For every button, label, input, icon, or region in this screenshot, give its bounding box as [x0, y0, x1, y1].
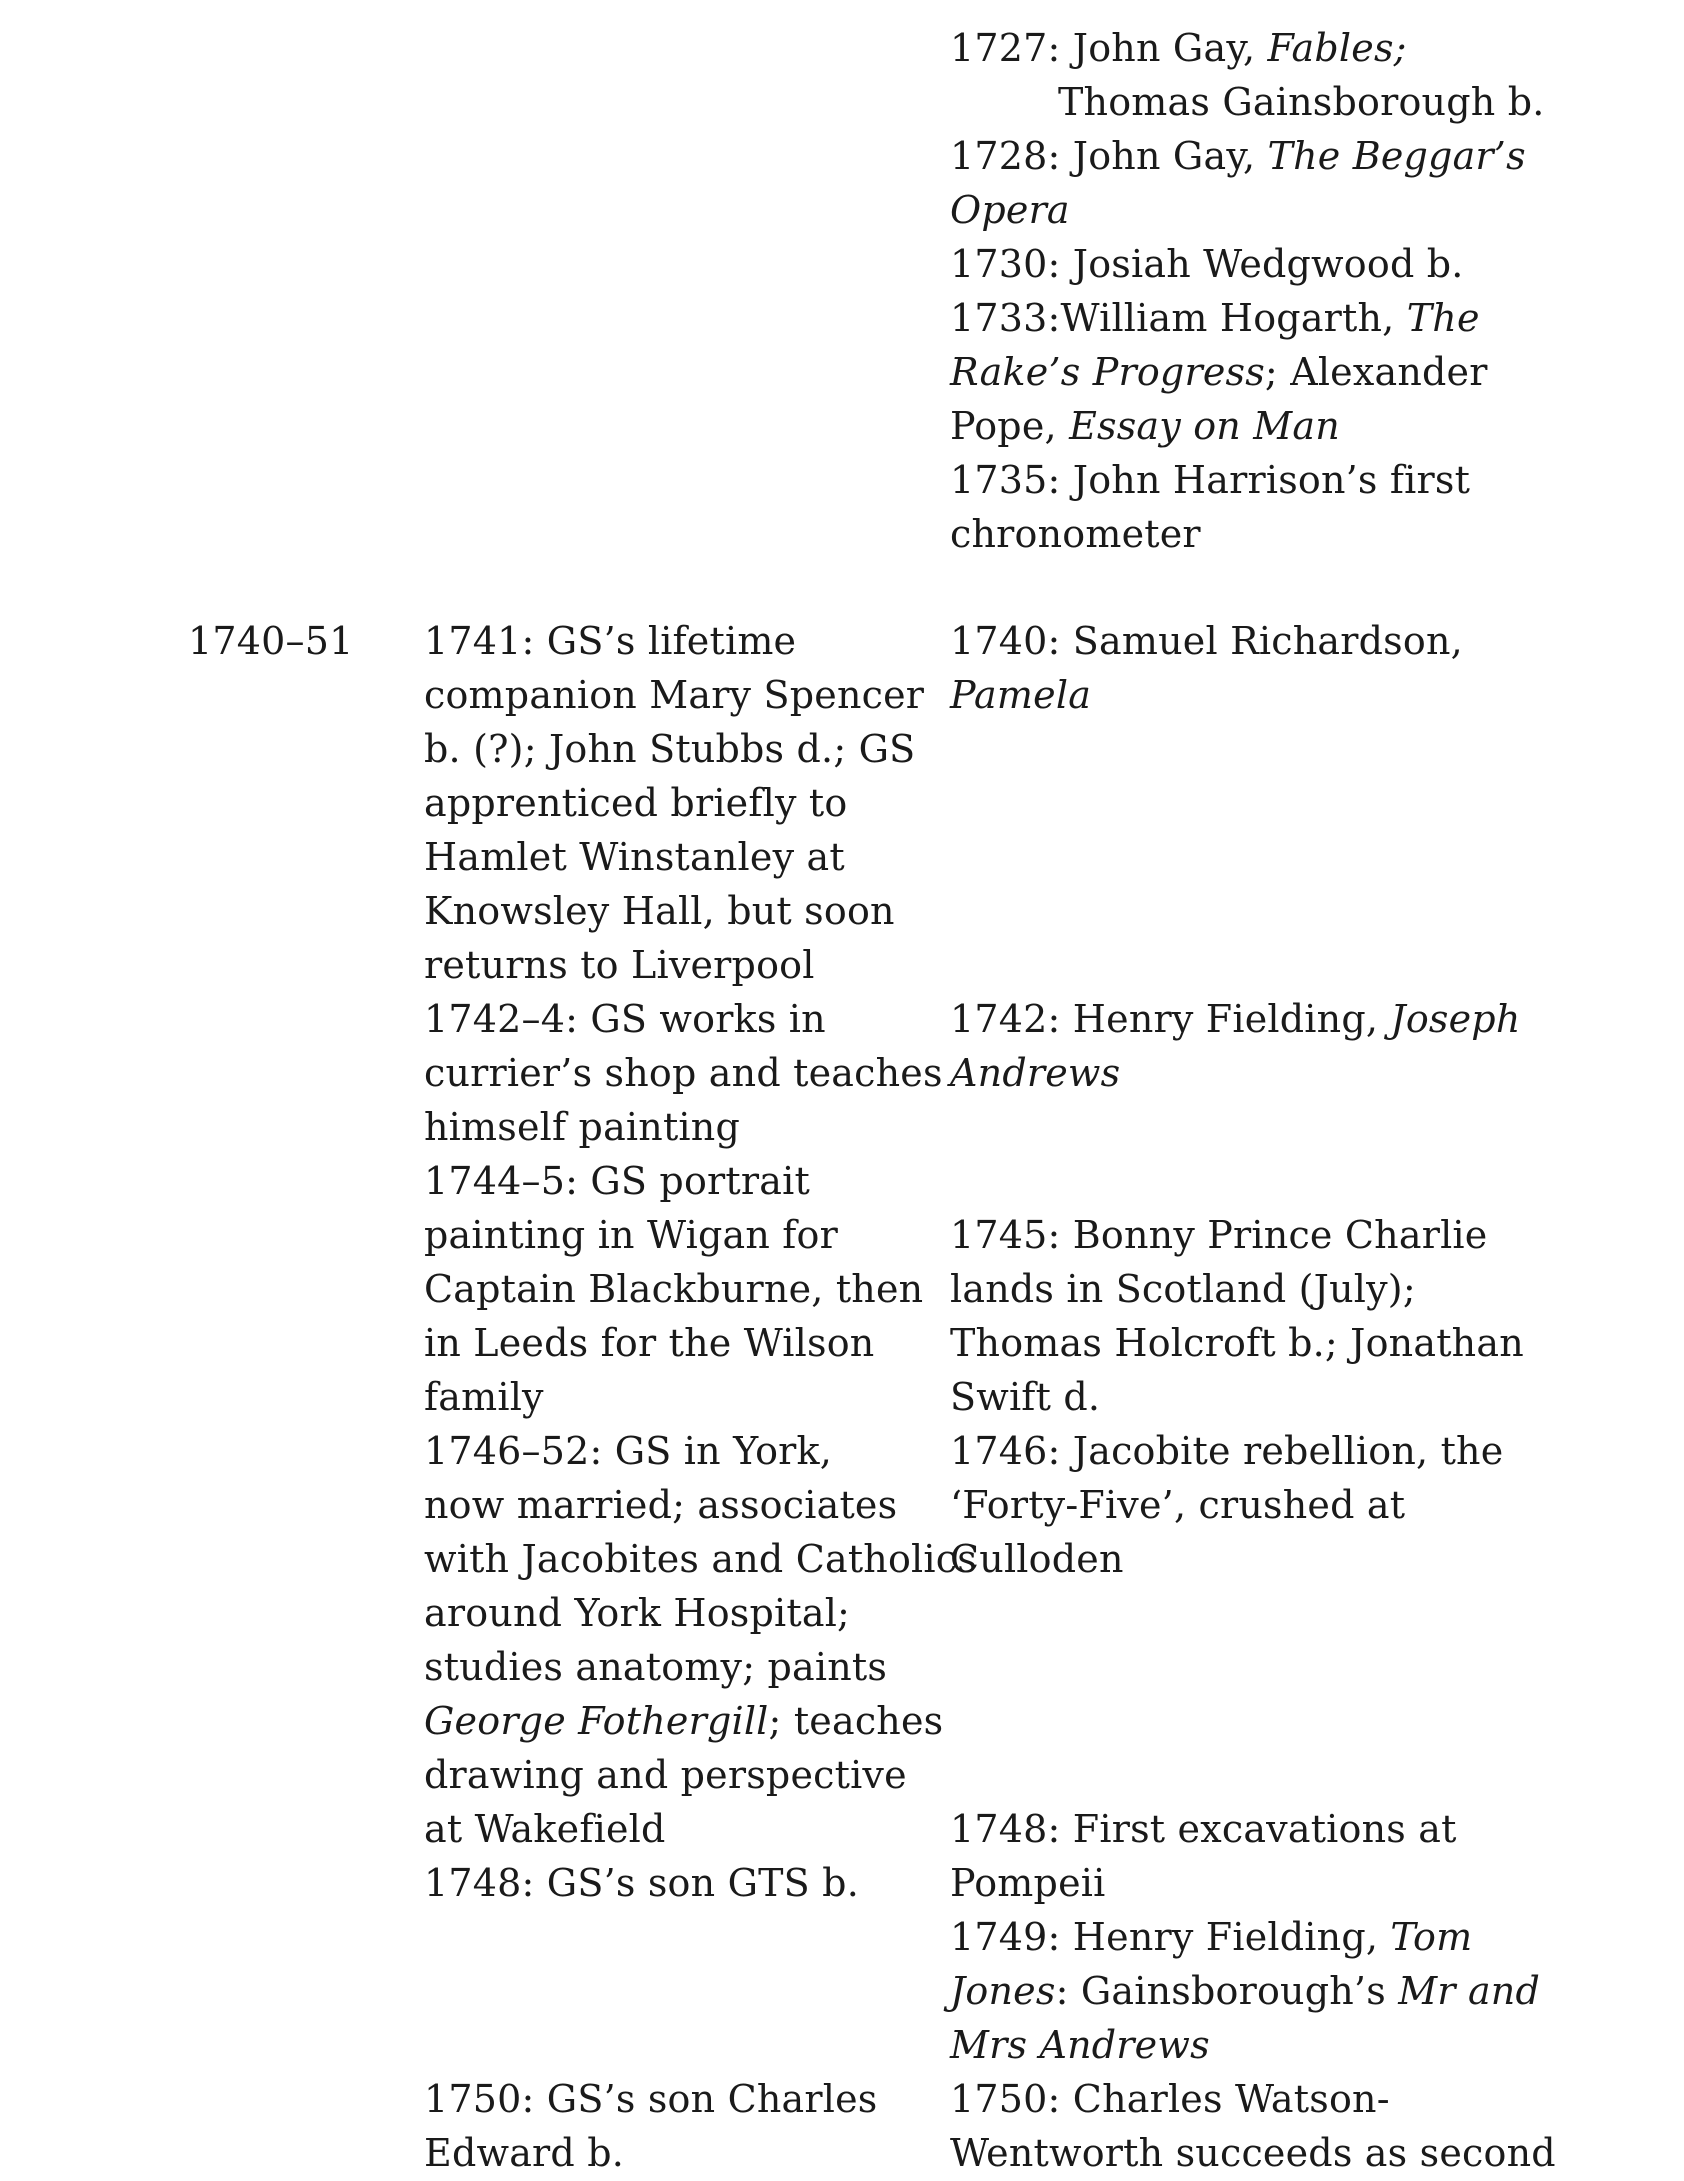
- text: 1742: Henry Fielding,: [950, 997, 1391, 1041]
- text: ; Alexander: [1264, 350, 1488, 394]
- world-line: [950, 1964, 1540, 2018]
- work-title: Essay on Man: [1069, 404, 1340, 448]
- life-line: companion Mary Spencer: [424, 673, 925, 717]
- work-title: Opera: [950, 188, 1070, 232]
- work-title: The Beggar’s: [1267, 134, 1526, 178]
- world-entry-1730: 1730: Josiah Wedgwood b.: [950, 242, 1464, 286]
- work-title: The: [1406, 296, 1480, 340]
- life-line: in Leeds for the Wilson: [424, 1321, 875, 1365]
- work-title: Mr and: [1398, 1969, 1540, 2013]
- world-line: 1750: Charles Watson-: [950, 2077, 1390, 2121]
- life-line: currier’s shop and teaches: [424, 1051, 943, 1095]
- world-entry-1733-cont: [950, 345, 1488, 399]
- world-entry-1727-cont: Thomas Gainsborough b.: [1058, 80, 1545, 124]
- life-line: himself painting: [424, 1105, 740, 1149]
- life-line: 1750: GS’s son Charles: [424, 2077, 878, 2121]
- life-line: painting in Wigan for: [424, 1213, 838, 1257]
- world-line: Swift d.: [950, 1375, 1101, 1419]
- life-line: Edward b.: [424, 2131, 625, 2175]
- life-line: 1744–5: GS portrait: [424, 1159, 810, 1203]
- world-line: ‘Forty-Five’, crushed at: [950, 1483, 1406, 1527]
- world-line: [950, 2018, 1210, 2072]
- world-line: Pompeii: [950, 1861, 1106, 1905]
- life-line: studies anatomy; paints: [424, 1645, 888, 1689]
- work-title: Tom: [1390, 1915, 1473, 1959]
- world-entry-1728-cont: [950, 183, 1070, 237]
- world-line: 1748: First excavations at: [950, 1807, 1457, 1851]
- life-line: b. (?); John Stubbs d.; GS: [424, 727, 916, 771]
- life-line: with Jacobites and Catholics: [424, 1537, 977, 1581]
- text: : Gainsborough’s: [1055, 1969, 1399, 2013]
- life-line: 1746–52: GS in York,: [424, 1429, 833, 1473]
- world-line: Thomas Holcroft b.; Jonathan: [950, 1321, 1524, 1365]
- life-line: 1741: GS’s lifetime: [424, 619, 797, 663]
- work-title: Rake’s Progress: [950, 350, 1265, 394]
- life-line: 1748: GS’s son GTS b.: [424, 1861, 859, 1905]
- life-line: apprenticed briefly to: [424, 781, 848, 825]
- work-title: Fables;: [1267, 26, 1407, 70]
- world-line: [950, 1910, 1472, 1964]
- world-line: 1740: Samuel Richardson,: [950, 619, 1463, 663]
- text: 1728: John Gay,: [950, 134, 1268, 178]
- life-line: at Wakefield: [424, 1807, 666, 1851]
- life-line: now married; associates: [424, 1483, 898, 1527]
- work-title: Jones: [950, 1969, 1056, 2013]
- world-entry-1733: [950, 291, 1480, 345]
- work-title: Joseph: [1390, 997, 1521, 1041]
- world-entry-1733-cont2: [950, 399, 1340, 453]
- world-line: 1746: Jacobite rebellion, the: [950, 1429, 1504, 1473]
- text: ; teaches: [768, 1699, 944, 1743]
- world-entry-1735-cont: chronometer: [950, 512, 1201, 556]
- world-entry-1727: [950, 21, 1407, 75]
- world-line: lands in Scotland (July);: [950, 1267, 1416, 1311]
- text: Pope,: [950, 404, 1070, 448]
- life-line: family: [424, 1375, 544, 1419]
- work-title: George Fothergill: [424, 1699, 769, 1743]
- work-title: Andrews: [950, 1051, 1121, 1095]
- world-line: 1745: Bonny Prince Charlie: [950, 1213, 1488, 1257]
- life-line: returns to Liverpool: [424, 943, 815, 987]
- world-line: [950, 992, 1521, 1046]
- text: 1727: John Gay,: [950, 26, 1268, 70]
- work-title: Pamela: [950, 673, 1092, 717]
- world-line: [950, 1046, 1120, 1100]
- life-line: [424, 1694, 943, 1748]
- life-line: Hamlet Winstanley at: [424, 835, 845, 879]
- world-line: Wentworth succeeds as second: [950, 2131, 1556, 2175]
- life-line: Captain Blackburne, then: [424, 1267, 924, 1311]
- work-title: Mrs Andrews: [950, 2023, 1210, 2067]
- world-entry-1728: [950, 129, 1526, 183]
- text: 1733:William Hogarth,: [950, 296, 1407, 340]
- world-entry-1735: 1735: John Harrison’s first: [950, 458, 1471, 502]
- life-line: drawing and perspective: [424, 1753, 907, 1797]
- text: 1749: Henry Fielding,: [950, 1915, 1391, 1959]
- period-label: 1740–51: [188, 619, 354, 663]
- life-line: 1742–4: GS works in: [424, 997, 826, 1041]
- world-line: [950, 668, 1091, 722]
- world-line: Culloden: [950, 1537, 1124, 1581]
- life-line: Knowsley Hall, but soon: [424, 889, 895, 933]
- life-line: around York Hospital;: [424, 1591, 851, 1635]
